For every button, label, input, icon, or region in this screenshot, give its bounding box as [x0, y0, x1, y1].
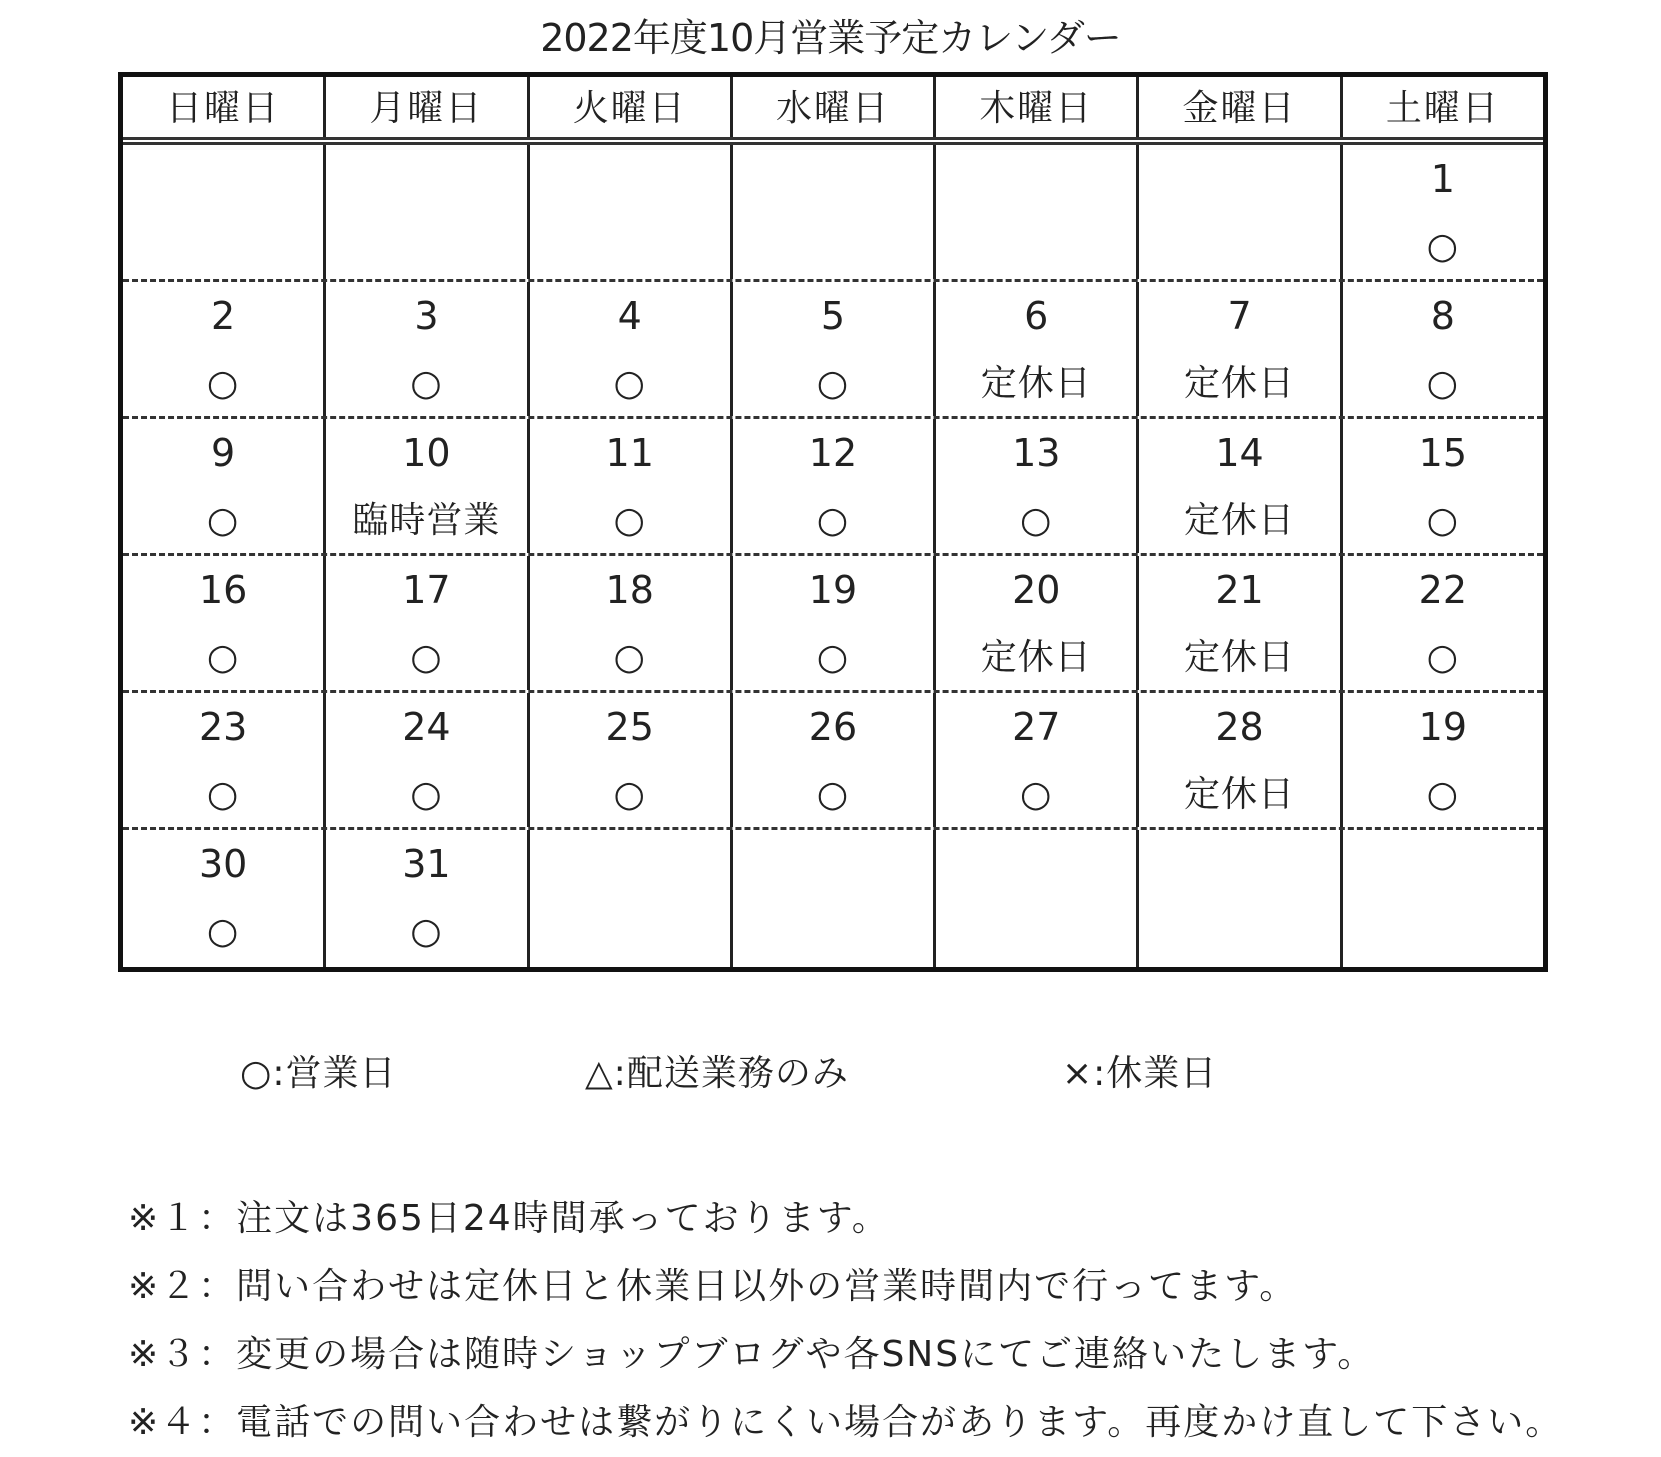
day-cell-friday [1139, 830, 1342, 967]
legend-closed-day: ×:休業日 [1062, 1053, 1218, 1094]
day-number: 15 [1418, 431, 1467, 475]
day-status: ○ [613, 500, 646, 541]
day-number: 25 [605, 705, 654, 749]
day-number: 19 [808, 568, 858, 612]
calendar-week-row [123, 419, 1543, 556]
page-title: 2022年度10月営業予定カレンダー [540, 16, 1121, 60]
day-number: 5 [820, 294, 846, 338]
day-cell-friday [1139, 693, 1342, 827]
day-cell-friday [1139, 145, 1342, 279]
day-cell-saturday [1343, 556, 1543, 690]
notes-section [128, 1185, 1648, 1457]
weekday-friday: 金曜日 [1139, 77, 1342, 137]
note-3: ※３：変更の場合は随時ショップブログや各SNSにてご連絡いたします。 [128, 1334, 1376, 1375]
day-cell-thursday [936, 693, 1139, 827]
day-status: 定休日 [1184, 500, 1296, 541]
calendar-week-row [123, 556, 1543, 693]
legend-delivery-only: △:配送業務のみ [585, 1053, 849, 1094]
calendar-week-row [123, 282, 1543, 419]
day-cell-tuesday [530, 282, 733, 416]
day-number: 9 [211, 431, 236, 475]
day-cell-saturday [1343, 145, 1543, 279]
day-number: 1 [1430, 157, 1455, 201]
day-status: ○ [1426, 637, 1460, 678]
day-number: 13 [1012, 431, 1061, 475]
calendar-week-row [123, 145, 1543, 282]
day-number: 6 [1024, 294, 1049, 338]
day-cell-sunday [123, 693, 326, 827]
weekday-monday: 月曜日 [326, 77, 529, 137]
day-number: 20 [1012, 568, 1061, 612]
day-cell-monday [326, 419, 529, 553]
weekday-wednesday: 水曜日 [733, 77, 936, 137]
note-4: ※４：電話での問い合わせは繋がりにくい場合があります。再度かけ直して下さい。 [128, 1402, 1564, 1443]
weekday-saturday: 土曜日 [1385, 88, 1500, 129]
day-status: ○ [816, 363, 850, 404]
day-number: 23 [198, 705, 248, 749]
day-number: 12 [808, 431, 858, 475]
day-cell-wednesday [733, 419, 936, 553]
day-status: ○ [410, 911, 443, 952]
day-cell-sunday [123, 145, 326, 279]
day-cell-monday [326, 693, 529, 827]
day-number: 18 [605, 568, 654, 612]
day-number: 16 [198, 568, 248, 612]
note-2: ※２：問い合わせは定休日と休業日以外の営業時間内で行ってます。 [128, 1266, 1298, 1307]
legend-open-day: ○:営業日 [240, 1053, 397, 1094]
day-cell-thursday [936, 830, 1139, 967]
day-cell-saturday [1343, 419, 1543, 553]
day-cell-wednesday [733, 556, 936, 690]
day-cell-thursday [936, 419, 1139, 553]
day-cell-wednesday [733, 145, 936, 279]
day-status: ○ [816, 774, 850, 815]
day-number: 31 [402, 842, 451, 886]
day-cell-thursday [936, 145, 1139, 279]
calendar-table [118, 72, 1548, 972]
day-number: 28 [1215, 705, 1264, 749]
calendar-week-row [123, 830, 1543, 967]
legend [0, 1050, 1661, 1100]
day-cell-tuesday [530, 145, 733, 279]
day-cell-sunday [123, 830, 326, 967]
day-number: 7 [1227, 294, 1252, 338]
day-status: ○ [410, 363, 443, 404]
day-number: 11 [605, 431, 654, 475]
day-status: ○ [816, 637, 850, 678]
day-cell-monday [326, 556, 529, 690]
day-number: 4 [617, 294, 642, 338]
day-cell-monday [326, 830, 529, 967]
day-cell-monday [326, 145, 529, 279]
day-number: 19 [1418, 705, 1467, 749]
day-status: 臨時営業 [352, 500, 501, 541]
day-cell-saturday [1343, 282, 1543, 416]
day-cell-tuesday [530, 556, 733, 690]
day-status: ○ [1426, 500, 1460, 541]
day-status: ○ [613, 637, 646, 678]
day-status: ○ [206, 774, 240, 815]
day-status: 定休日 [1184, 363, 1296, 404]
day-status: ○ [613, 363, 646, 404]
day-cell-tuesday [530, 830, 733, 967]
day-status: ○ [816, 500, 850, 541]
day-number: 3 [414, 294, 439, 338]
day-status: 定休日 [1184, 637, 1296, 678]
day-cell-sunday [123, 556, 326, 690]
day-cell-wednesday [733, 693, 936, 827]
day-number: 2 [211, 294, 236, 338]
day-number: 24 [402, 705, 451, 749]
day-status: 定休日 [980, 637, 1092, 678]
day-number: 21 [1215, 568, 1264, 612]
day-status: ○ [1020, 500, 1053, 541]
day-number: 10 [402, 431, 451, 475]
day-status: 定休日 [980, 363, 1092, 404]
day-cell-thursday [936, 282, 1139, 416]
calendar-week-row [123, 693, 1543, 830]
day-cell-wednesday [733, 830, 936, 967]
day-cell-friday [1139, 556, 1342, 690]
day-status: ○ [613, 774, 646, 815]
day-status: ○ [206, 911, 240, 952]
calendar-grid [123, 145, 1543, 967]
day-number: 22 [1418, 568, 1467, 612]
day-status: ○ [410, 774, 443, 815]
day-number: 14 [1215, 431, 1264, 475]
day-number: 17 [402, 568, 451, 612]
weekday-header-row [123, 77, 1543, 145]
day-cell-monday [326, 282, 529, 416]
day-status: 定休日 [1184, 774, 1296, 815]
day-cell-tuesday [530, 693, 733, 827]
day-status: ○ [206, 500, 240, 541]
weekday-tuesday: 火曜日 [530, 77, 733, 137]
day-status: ○ [1426, 363, 1460, 404]
day-cell-saturday [1343, 693, 1543, 827]
day-cell-friday [1139, 419, 1342, 553]
day-number: 27 [1012, 705, 1061, 749]
note-1: ※１：注文は365日24時間承っております。 [128, 1198, 890, 1239]
day-cell-thursday [936, 556, 1139, 690]
day-cell-sunday [123, 282, 326, 416]
weekday-thursday: 木曜日 [936, 77, 1139, 137]
day-status: ○ [1426, 226, 1460, 267]
day-number: 26 [808, 705, 858, 749]
day-status: ○ [410, 637, 443, 678]
day-cell-friday [1139, 282, 1342, 416]
day-number: 30 [198, 842, 248, 886]
day-status: ○ [1020, 774, 1053, 815]
day-cell-tuesday [530, 419, 733, 553]
day-number: 8 [1430, 294, 1455, 338]
day-status: ○ [1426, 774, 1460, 815]
day-cell-saturday [1343, 830, 1543, 967]
day-status: ○ [206, 363, 240, 404]
day-cell-wednesday [733, 282, 936, 416]
weekday-sunday: 日曜日 [123, 77, 326, 137]
day-status: ○ [206, 637, 240, 678]
day-cell-sunday [123, 419, 326, 553]
